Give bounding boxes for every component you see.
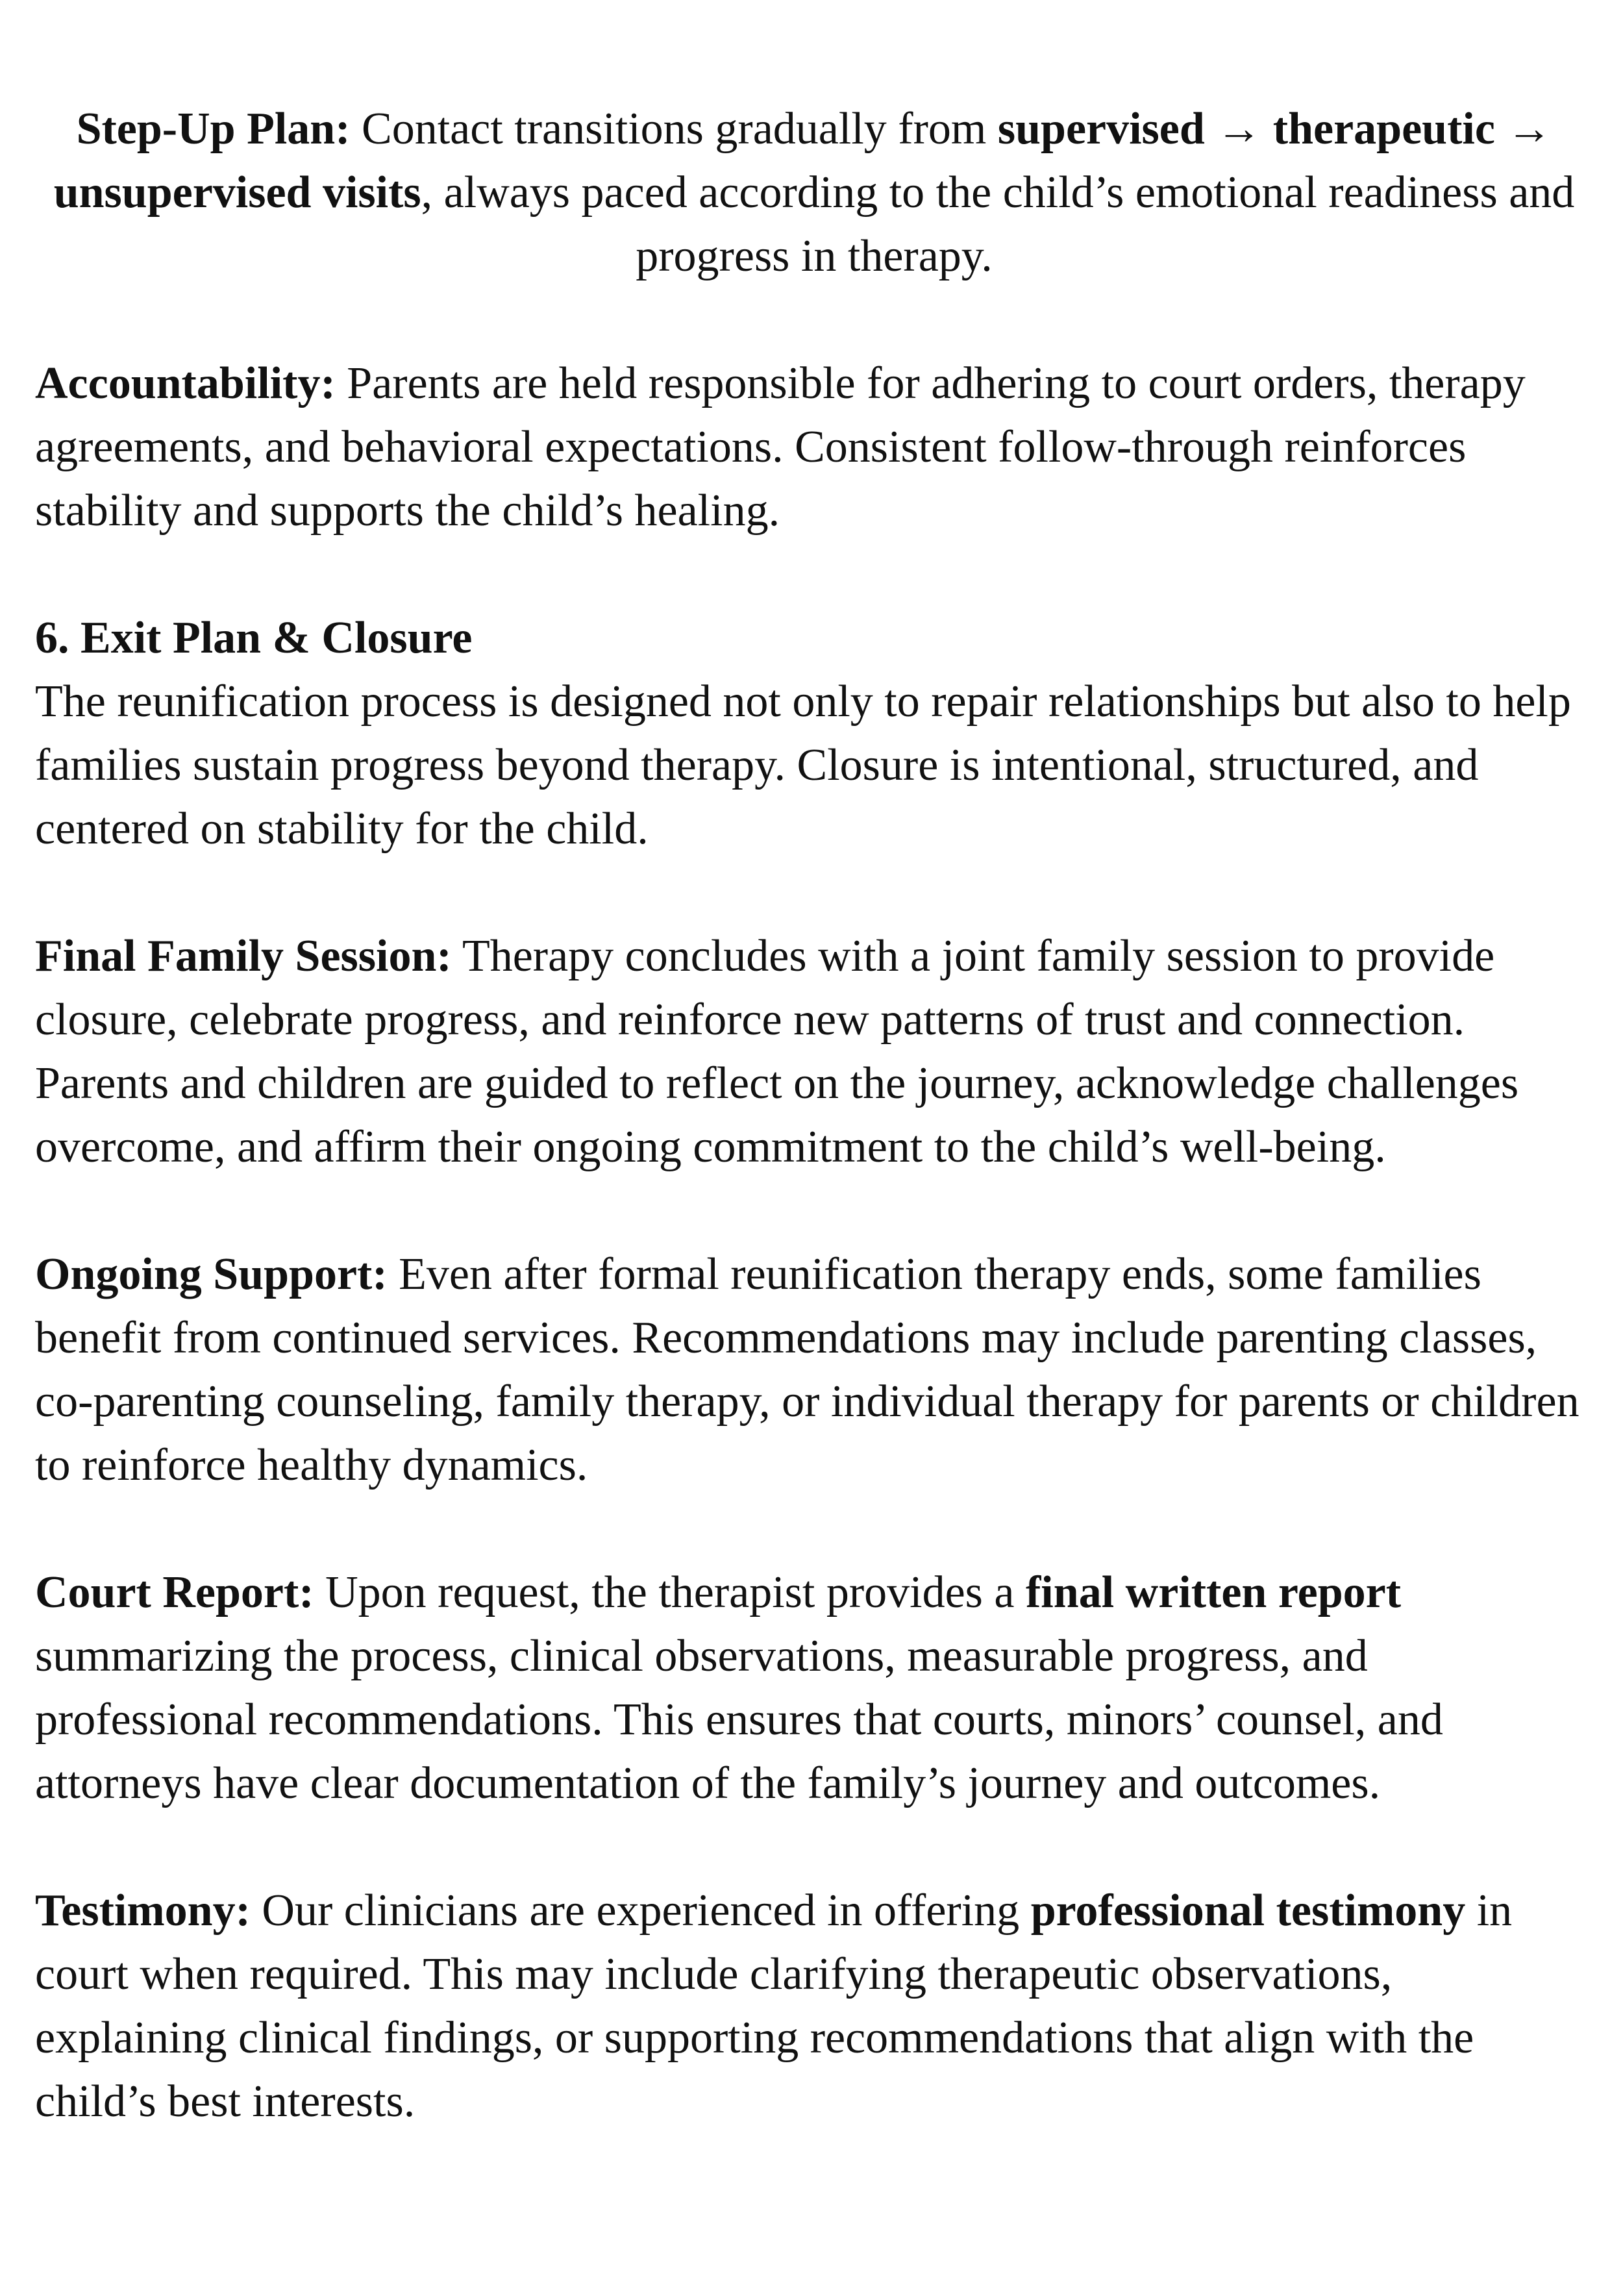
accountability-label: Accountability: [35, 358, 336, 408]
document-page [35, 97, 1593, 2197]
accountability-paragraph [35, 352, 1593, 543]
step-up-therapeutic: therapeutic [1272, 104, 1495, 154]
court-report-final-written-report: final written report [1026, 1567, 1402, 1617]
final-family-session-label: Final Family Session: [35, 931, 452, 981]
testimony-professional-testimony: professional testimony [1030, 1886, 1466, 1936]
arrow-icon: → [1494, 104, 1552, 154]
court-report-text-2: summarizing the process, clinical observations, measurable progress, and professional recommendations. This ensures that courts, minors’ counsel, and attorneys have clear documentation of the family’s journey and outcomes. [35, 1631, 1443, 1808]
testimony-text-2: in court when required. This may include clarifying therapeutic observations, explaining clinical findings, or supporting recommendations that align with the child’s best interests. [35, 1886, 1513, 2127]
ongoing-support-text: Even after formal reunification therapy ends, some families benefit from continued services. Recommendations may include parenting classes, co-parenting counseling, family therapy, or individual therapy for parents or children to reinforce healthy dynamics. [35, 1249, 1580, 1490]
testimony-label: Testimony: [35, 1886, 251, 1936]
court-report-paragraph [35, 1561, 1593, 1816]
exit-plan-text: The reunification process is designed not only to repair relationships but also to help families sustain progress beyond therapy. Closure is intentional, structured, and centered on stability for the child. [35, 677, 1571, 854]
final-family-session-text: Therapy concludes with a joint family session to provide closure, celebrate progress, and reinforce new patterns of trust and connection. Parents and children are guided to reflect on the journey, acknowledge challenges overcome, and affirm their ongoing commitment to the child’s well-being. [35, 931, 1519, 1172]
exit-plan-heading: 6. Exit Plan & Closure [35, 613, 473, 663]
step-up-plan-paragraph [35, 97, 1593, 288]
arrow-icon: → [1204, 104, 1273, 154]
testimony-paragraph [35, 1879, 1593, 2134]
ongoing-support-paragraph [35, 1243, 1593, 1497]
final-family-session-paragraph [35, 925, 1593, 1179]
accountability-text: Parents are held responsible for adhering to court orders, therapy agreements, and behavioral expectations. Consistent follow-through reinforces stability and supports the child’s healing. [35, 358, 1526, 536]
court-report-label: Court Report: [35, 1567, 314, 1617]
step-up-supervised: supervised [997, 104, 1205, 154]
testimony-text-1: Our clinicians are experienced in offering [250, 1886, 1031, 1936]
step-up-plan-text-1: Contact transitions gradually from [350, 104, 998, 154]
court-report-text-1: Upon request, the therapist provides a [314, 1567, 1026, 1617]
step-up-unsupervised: unsupervised visits [53, 168, 421, 218]
exit-plan-section [35, 606, 1593, 861]
ongoing-support-label: Ongoing Support: [35, 1249, 388, 1299]
step-up-plan-label: Step-Up Plan: [76, 104, 351, 154]
step-up-plan-text-2: , always paced according to the child’s emotional readiness and progress in therapy. [421, 168, 1575, 281]
